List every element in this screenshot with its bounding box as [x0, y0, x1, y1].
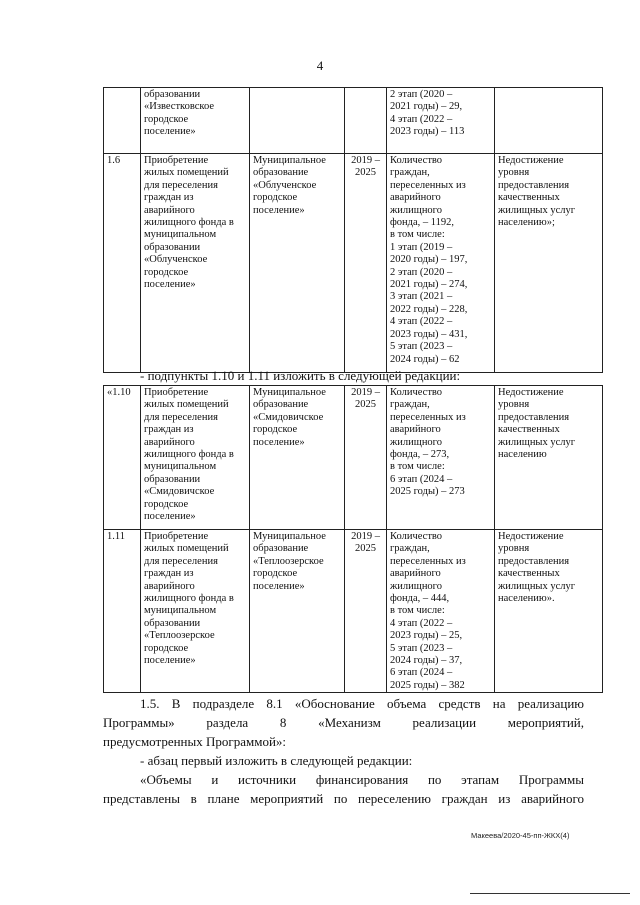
paragraph-1-5-line-2: Программы» раздела 8 «Механизм реализации мероприятий,: [103, 715, 584, 730]
cell-consequence: Недостижение уровня предоставления качественных жилищных услуг населению»;: [495, 154, 603, 373]
cell-indicator: Количество граждан, переселенных из аварийного жилищного фонда, – 1192, в том числе: 1 этап (2019 – 2020 годы) – 197, 2 этап (2020 – 2021 годы) – 274, 3 этап (2021 – 2022 годы) – 228, 4 этап (2022 – 2023 годы) – 431, 5 этап (2023 – 2024 годы) – 62: [387, 154, 495, 373]
cell-consequence: Недостижение уровня предоставления качественных жилищных услуг населению: [495, 386, 603, 530]
cell-period: 2019 – 2025: [345, 530, 387, 693]
cell-num: [104, 88, 141, 154]
table-row: [104, 530, 603, 693]
quote-line-2: представлены в плане мероприятий по переселению граждан из аварийного: [103, 791, 584, 806]
cell-name: Приобретение жилых помещений для переселения граждан из аварийного жилищного фонда в муниципальном образовании «Смидовичское городское поселение»: [141, 386, 250, 530]
cell-executor: Муниципальное образование «Облученское городское поселение»: [250, 154, 345, 373]
table-row: [104, 88, 603, 154]
cell-executor: Муниципальное образование «Смидовичское городское поселение»: [250, 386, 345, 530]
cell-num: 1.11: [104, 530, 141, 693]
cell-num: 1.6: [104, 154, 141, 373]
cell-name: образовании «Известковское городское поселение»: [141, 88, 250, 154]
cell-name: Приобретение жилых помещений для переселения граждан из аварийного жилищного фонда в муниципальном образовании «Облученское городское поселение»: [141, 154, 250, 373]
cell-period: 2019 – 2025: [345, 386, 387, 530]
cell-indicator: Количество граждан, переселенных из аварийного жилищного фонда, – 273, в том числе: 6 этап (2024 – 2025 годы) – 273: [387, 386, 495, 530]
program-table-bottom: [103, 385, 603, 693]
bottom-divider: [470, 893, 630, 894]
subpoint-instruction: - подпункты 1.10 и 1.11 изложить в следующей редакции:: [140, 368, 461, 383]
program-table-top: [103, 87, 603, 373]
table-row: [104, 154, 603, 373]
cell-indicator: 2 этап (2020 – 2021 годы) – 29, 4 этап (2022 – 2023 годы) – 113: [387, 88, 495, 154]
table-row: [104, 386, 603, 530]
cell-consequence: Недостижение уровня предоставления качественных жилищных услуг населению».: [495, 530, 603, 693]
page-number: 4: [316, 58, 324, 73]
cell-period: [345, 88, 387, 154]
abzac-instruction: - абзац первый изложить в следующей редакции:: [140, 753, 413, 768]
paragraph-1-5-line-1: 1.5. В подразделе 8.1 «Обоснование объема средств на реализацию: [140, 696, 584, 711]
cell-executor: Муниципальное образование «Теплоозерское городское поселение»: [250, 530, 345, 693]
cell-num: «1.10: [104, 386, 141, 530]
cell-executor: [250, 88, 345, 154]
cell-consequence: [495, 88, 603, 154]
quote-line-1: «Объемы и источники финансирования по этапам Программы: [140, 772, 584, 787]
document-code: Макеева/2020-45-пп-ЖКХ(4): [471, 831, 570, 840]
cell-period: 2019 – 2025: [345, 154, 387, 373]
paragraph-1-5-line-3: предусмотренных Программой»:: [103, 734, 287, 749]
cell-indicator: Количество граждан, переселенных из аварийного жилищного фонда, – 444, в том числе: 4 этап (2022 – 2023 годы) – 25, 5 этап (2023 – 2024 годы) – 37, 6 этап (2024 – 2025 годы) – 382: [387, 530, 495, 693]
cell-name: Приобретение жилых помещений для переселения граждан из аварийного жилищного фонда в муниципальном образовании «Теплоозерское городское поселение»: [141, 530, 250, 693]
